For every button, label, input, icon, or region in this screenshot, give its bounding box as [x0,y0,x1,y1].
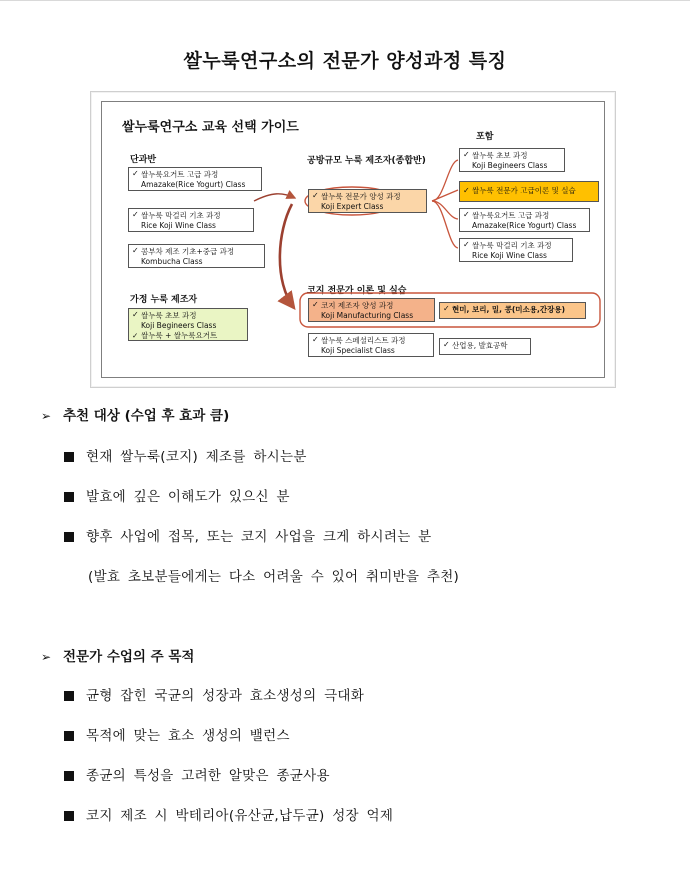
check-icon: ✓ [132,310,139,319]
box-label-ko: 콤부차 제조 기초+중급 과정 [141,247,235,256]
box-label-extra-text: 쌀누룩 + 쌀누룩요거트 [141,331,218,340]
link-amazake [432,201,458,219]
box-included-rice-wine [459,238,573,262]
box-label-ko: 쌀누룩요거트 고급 과정 [141,170,219,179]
list-item-text: 현재 쌀누룩(코지) 제조를 하시는분 [86,449,307,465]
section-home-koji: 가정 누룩 제조자 [130,295,198,305]
box-label-ko: 현미, 보리, 밀, 콩(미소용,간장용) [452,305,566,314]
check-icon: ✓ [463,186,470,195]
box-label-extra [132,331,244,341]
box-label-en: Koji Manufacturing Class [321,311,414,320]
check-icon: ✓ [463,240,470,249]
list-item [64,445,307,465]
arrow-bullet-icon: ➢ [41,409,52,423]
recommend-heading-row [41,404,229,424]
box-label-en: Amazake(Rice Yogurt) Class [141,180,246,189]
section-included: 포함 [476,132,494,142]
list-item [64,764,330,784]
document-title: 쌀누룩연구소의 전문가 양성과정 특징 [183,50,507,72]
square-bullet-icon [64,731,74,741]
box-label-ko: 산업용, 발효공학 [452,341,508,350]
box-label-ko: 코지 제조자 양성 과정 [321,301,394,310]
box-koji-beginner-home [128,308,248,341]
box-included-advanced [459,181,599,202]
list-item-text: 발효에 깊은 이해도가 있으신 분 [86,489,290,505]
section-koji-expert: 코지 전문가 이론 및 실습 [307,286,407,296]
check-icon: ✓ [132,210,139,219]
box-rice-wine-basic [128,208,254,232]
box-label-en: Koji Begineers Class [472,161,548,170]
box-label-ko: 쌀누룩 막걸리 기초 과정 [472,241,552,250]
check-icon: ✓ [463,150,470,159]
box-label-ko: 쌀누룩 초보 과정 [472,151,528,160]
box-label-en: Rice Koji Wine Class [472,251,547,260]
check-icon: ✓ [312,300,319,309]
list-item [64,804,393,824]
square-bullet-icon [64,691,74,701]
recommend-heading: 추천 대상 (수업 후 효과 큼) [63,408,230,424]
box-kombucha [128,244,265,268]
list-item [64,724,290,744]
square-bullet-icon [64,492,74,502]
box-koji-expert [308,189,427,213]
box-label-en: Amazake(Rice Yogurt) Class [472,221,577,230]
check-icon: ✓ [312,335,319,344]
box-label-ko: 쌀누룩 막걸리 기초 과정 [141,211,221,220]
list-item-text: 코지 제조 시 박테리아(유산균,납두균) 성장 억제 [86,808,394,824]
box-label-en: Kombucha Class [141,257,203,266]
box-label-ko: 쌀누룩 전문가 양성 과정 [321,192,401,201]
box-label-en: Koji Expert Class [321,202,384,211]
education-guide-figure [90,91,616,388]
box-label-ko: 쌀누룩 전문가 고급이론 및 실습 [472,186,576,195]
square-bullet-icon [64,452,74,462]
to-expert-arrow [254,194,295,201]
box-included-amazake [459,208,590,232]
section-short-course: 단과반 [130,155,157,165]
recommend-note: (발효 초보분들에게는 다소 어려울 수 있어 취미반을 추천) [88,569,460,585]
box-grain-types [439,302,586,319]
list-item [64,684,364,704]
expert-to-manufacturing-arrow [280,204,294,308]
square-bullet-icon [64,771,74,781]
box-industry [439,338,531,355]
link-advanced [432,190,458,201]
figure-title: 쌀누룩연구소 교육 선택 가이드 [122,120,299,135]
box-koji-manufacturing [308,298,435,322]
box-label-en: Koji Begineers Class [141,321,217,330]
check-icon: ✓ [132,246,139,255]
box-included-beginner [459,148,565,172]
list-item-text: 종균의 특성을 고려한 알맞은 종균사용 [86,768,330,784]
square-bullet-icon [64,532,74,542]
box-label-en: Rice Koji Wine Class [141,221,216,230]
list-item [64,485,290,505]
purpose-heading-row [41,645,194,665]
check-icon: ✓ [463,210,470,219]
square-bullet-icon [64,811,74,821]
purpose-heading: 전문가 수업의 주 목적 [63,649,195,665]
list-item [64,525,431,545]
figure-frame [101,101,605,378]
box-koji-specialist [308,333,434,357]
box-label-en: Koji Specialist Class [321,346,395,355]
list-item-text: 향후 사업에 접목, 또는 코지 사업을 크게 하시려는 분 [86,529,432,545]
list-item-text: 목적에 맞는 효소 생성의 밸런스 [86,728,290,744]
arrow-bullet-icon: ➢ [41,650,52,664]
top-rule [0,0,690,1]
check-icon: ✓ [312,191,319,200]
box-label-ko: 쌀누룩요거트 고급 과정 [472,211,550,220]
box-amazake-advanced [128,167,262,191]
section-workshop: 공방규모 누룩 제조자(종합반) [307,156,426,166]
check-icon: ✓ [132,331,139,340]
box-label-ko: 쌀누룩 스페셜리스트 과정 [321,336,406,345]
check-icon: ✓ [443,340,450,349]
check-icon: ✓ [443,304,450,313]
list-item-text: 균형 잡힌 국균의 성장과 효소생성의 극대화 [86,688,365,704]
check-icon: ✓ [132,169,139,178]
box-label-ko: 쌀누룩 초보 과정 [141,311,197,320]
